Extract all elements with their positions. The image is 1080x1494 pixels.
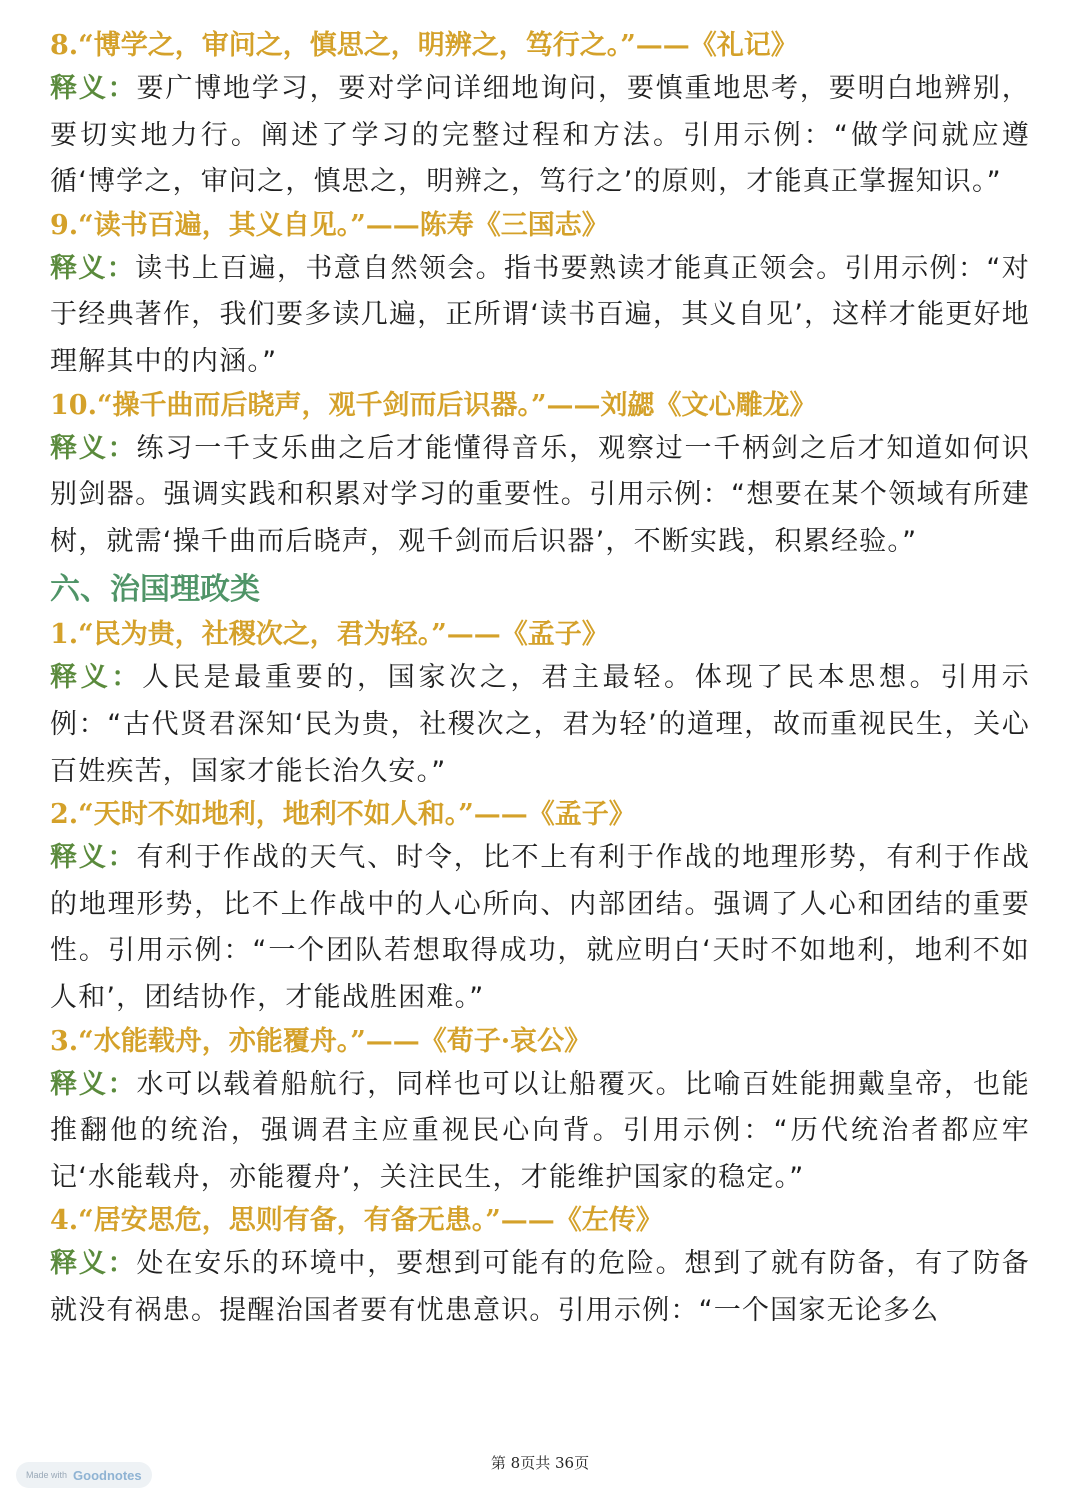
quote-heading: 1.“民为贵，社稷次之，君为轻。”——《孟子》 <box>50 619 609 651</box>
quote-entry <box>50 1022 1030 1202</box>
quote-heading: 10.“操千曲而后晓声，观千剑而后识器。”——刘勰《文心雕龙》 <box>50 389 817 421</box>
quote-entry <box>50 206 1030 386</box>
explanation-paragraph <box>50 835 1030 1021</box>
explanation-text: 处在安乐的环境中，要想到可能有的危险。想到了就有防备，有了防备就没有祸患。提醒治国者要有忧患意识。引用示例：“一个国家无论多么 <box>50 1248 1030 1326</box>
explanation-text: 读书上百遍，书意自然领会。指书要熟读才能真正领会。引用示例：“对于经典著作，我们要多读几遍，正所谓‘读书百遍，其义自见’，这样才能更好地理解其中的内涵。” <box>50 252 1030 377</box>
explanation-text: 要广博地学习，要对学问详细地询问，要慎重地思考，要明白地辨别，要切实地力行。阐述了学习的完整过程和方法。引用示例：“做学问就应遵循‘博学之，审问之，慎思之，明辨之，笃行之’的原则，才能真正掌握知识。” <box>50 73 1030 198</box>
quote-heading: 3.“水能载舟，亦能覆舟。”——《荀子·哀公》 <box>50 1025 592 1057</box>
quote-entry <box>50 1201 1030 1334</box>
page-number-footer: 第 8页共 36页 <box>490 1454 590 1472</box>
explanation-paragraph <box>50 246 1030 386</box>
quote-heading: 9.“读书百遍，其义自见。”——陈寿《三国志》 <box>50 209 609 241</box>
badge-brand: Goodnotes <box>73 1467 142 1483</box>
quote-heading: 2.“天时不如地利，地利不如人和。”——《孟子》 <box>50 799 636 831</box>
explanation-label: 释义： <box>50 1248 137 1280</box>
quote-entry <box>50 795 1030 1021</box>
explanation-text: 练习一千支乐曲之后才能懂得音乐，观察过一千柄剑之后才知道如何识别剑器。强调实践和积累对学习的重要性。引用示例：“想要在某个领域有所建树，就需‘操千曲而后晓声，观千剑而后识器’，不断实践，积累经验。” <box>50 432 1030 557</box>
explanation-label: 释义： <box>50 73 137 104</box>
explanation-paragraph <box>50 1062 1030 1202</box>
badge-made-with: Made with <box>26 1470 68 1480</box>
explanation-text: 水可以载着船航行，同样也可以让船覆灭。比喻百姓能拥戴皇帝，也能推翻他的统治，强调君主应重视民心向背。引用示例：“历代统治者都应牢记‘水能载舟，亦能覆舟’，关注民生，才能维护国家的稳定。” <box>50 1068 1030 1193</box>
quote-entry <box>50 386 1030 566</box>
document-page <box>50 26 1030 1334</box>
quote-entry <box>50 26 1030 206</box>
explanation-text: 有利于作战的天气、时令，比不上有利于作战的地理形势，有利于作战的地理形势，比不上作战中的人心所向、内部团结。强调了人心和团结的重要性。引用示例：“一个团队若想取得成功，就应明白‘天时不如地利，地利不如人和’，团结协作，才能战胜困难。” <box>50 842 1030 1013</box>
explanation-label: 释义： <box>50 252 136 284</box>
explanation-paragraph <box>50 66 1030 206</box>
explanation-text: 人民是最重要的，国家次之，君主最轻。体现了民本思想。引用示例：“古代贤君深知‘民为贵，社稷次之，君为轻’的道理，故而重视民生，关心百姓疾苦，国家才能长治久安。” <box>50 662 1030 787</box>
quote-heading: 8.“博学之，审问之，慎思之，明辨之，笃行之。”——《礼记》 <box>50 30 798 61</box>
explanation-label: 释义： <box>50 842 137 874</box>
explanation-label: 释义： <box>50 1068 137 1100</box>
quote-heading: 4.“居安思危，思则有备，有备无患。”——《左传》 <box>50 1205 663 1237</box>
explanation-paragraph <box>50 1241 1030 1334</box>
quote-entry <box>50 615 1030 795</box>
explanation-label: 释义： <box>50 432 137 464</box>
section-title: 六、治国理政类 <box>50 572 260 608</box>
explanation-label: 释义： <box>50 662 143 694</box>
explanation-paragraph <box>50 655 1030 795</box>
goodnotes-badge <box>16 1462 152 1488</box>
explanation-paragraph <box>50 426 1030 566</box>
